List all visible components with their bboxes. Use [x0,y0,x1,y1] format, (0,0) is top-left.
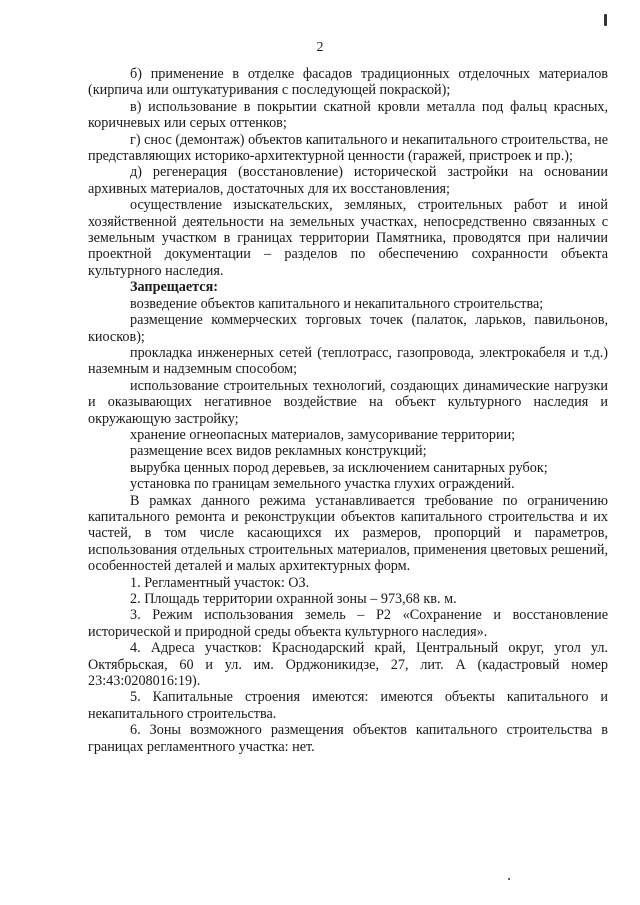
prohibited-item: возведение объектов капитального и некапитального строительства; [130,295,544,312]
numbered-item-5: 5. Капитальные строения имеются: имеются объекты капитального и некапитального строительства. [88,689,608,722]
regime-requirement-paragraph: В рамках данного режима устанавливается требование по ограничению капитального ремонта и реконструкции объектов капитального строительства и их частей, в том числе касающихся их размеров, пропорций и параметров, использования отдельных строительных материалов, применения цветовых решений, особенностей деталей и малых архитектурных форм. [88,492,608,575]
numbered-item-2: 2. Площадь территории охранной зоны – 973,68 кв. м. [130,591,457,607]
prohibited-item: хранение огнеопасных материалов, замусоривание территории; [130,426,516,443]
numbered-item-4: 4. Адреса участков: Краснодарский край, Центральный округ, угол ул. Октябрьская, 60 и ул. им. Орджоникидзе, 27, лит. А (кадастровый номер 23:43:0208016:19). [88,640,608,690]
prohibited-item: размещение всех видов рекламных конструкций; [130,443,427,460]
paragraph-d: д) регенерация (восстановление) исторической застройки на основании архивных материалов, достаточных для их восстановления; [88,164,608,197]
scan-mark [508,878,510,880]
paragraph-v: в) использование в покрытии скатной кровли металла под фальц красных, коричневых или серых оттенков; [88,98,608,132]
page-number: 2 [316,40,324,55]
numbered-item-6: 6. Зоны возможного размещения объектов капитального строительства в границах регламентного участка: нет. [88,722,608,755]
prohibited-heading: Запрещается: [130,279,218,296]
prohibited-item: использование строительных технологий, создающих динамические нагрузки и оказывающих негативное воздействие на объект культурного наследия и окружающую застройку; [88,377,608,427]
document-body [88,66,608,755]
prohibited-item: установка по границам земельного участка глухих ограждений. [130,476,515,493]
prohibited-item: размещение коммерческих торговых точек (палаток, ларьков, павильонов, киосков); [88,312,608,345]
numbered-item-1: 1. Регламентный участок: ОЗ. [130,574,310,591]
paragraph-survey-works: осуществление изыскательских, земляных, строительных работ и иной хозяйственной деятельности на земельных участках, непосредственно связанных с земельным участком в границах территории Памятника, проводятся при наличии проектной документации – разделов по обеспечению сохранности объекта культурного наследия. [88,197,608,279]
scan-mark [604,14,607,26]
prohibited-item: вырубка ценных пород деревьев, за исключением санитарных рубок; [130,459,548,476]
paragraph-g: г) снос (демонтаж) объектов капитального и некапитального строительства, не представляющих историко-архитектурной ценности (гаражей, пристроек и пр.); [88,131,608,165]
numbered-item-3: 3. Режим использования земель – Р2 «Сохранение и восстановление исторической и природной среды объекта культурного наследия». [88,607,608,640]
paragraph-b: б) применение в отделке фасадов традиционных отделочных материалов (кирпича или оштукатуривания с последующей покраской); [88,66,608,99]
prohibited-item: прокладка инженерных сетей (теплотрасс, газопровода, электрокабеля и т.д.) наземным и надземным способом; [88,344,608,378]
